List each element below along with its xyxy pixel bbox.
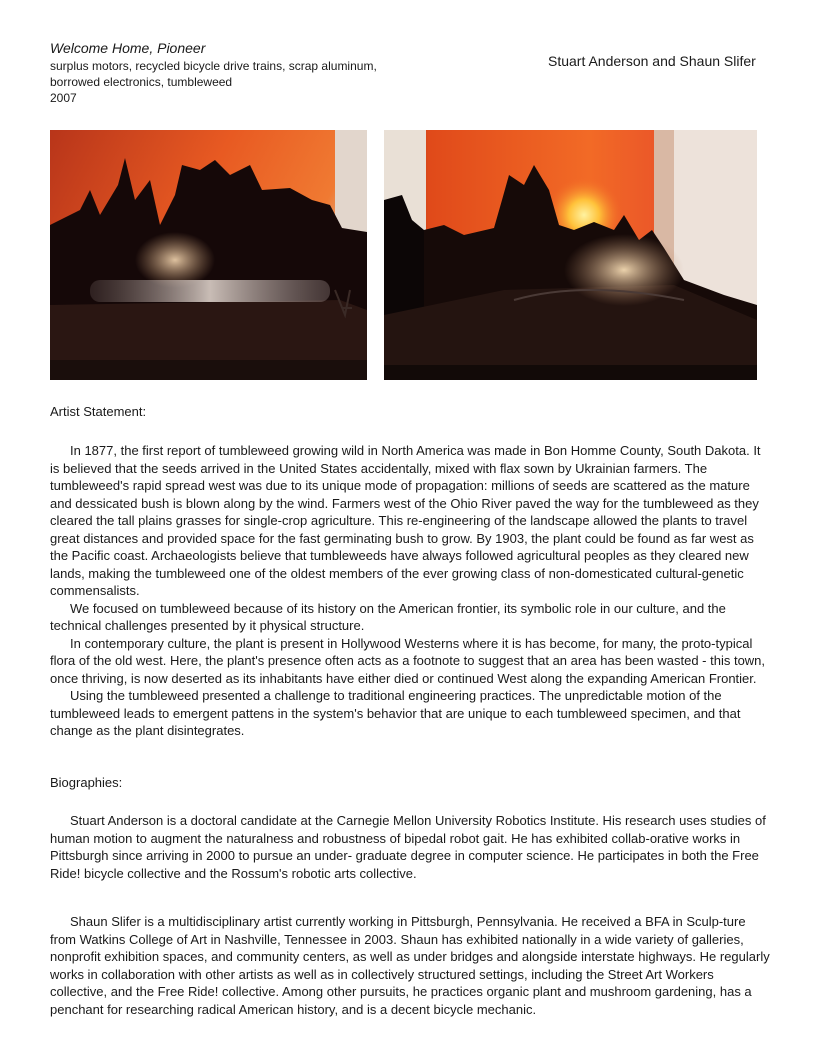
statement-paragraph: Using the tumbleweed presented a challenge to traditional engineering practices. The unpredictable motion of the tumbleweed leads to emergent pattens in the system's behavior that are unique to each tumbleweed specimen, and that change as the plant disintegrates.	[50, 688, 741, 738]
work-title: Welcome Home, Pioneer	[50, 40, 206, 56]
statement-body	[50, 442, 772, 740]
installation-photo-right	[384, 130, 757, 380]
year: 2007	[50, 91, 77, 105]
bio-slifer	[50, 913, 772, 1018]
bio-slifer-text: Shaun Slifer is a multidisciplinary artist currently working in Pittsburgh, Pennsylvania. He received a BFA in Sculp-ture from Watkins College of Art in Nashville, Tennessee in 2003. Shaun has exhibited nationally in a wide variety of galleries, nonprofit exhibition spaces, and community centers, as well as under bridges and alongside interstate highways. He regularly works in collaboration with other artists as well as in collectively structured settings, including the Street Art Workers collective, and the Free Ride! collective. Among other pursuits, he practices organic plant and mushroom gardening, has a penchant for researching radical American history, and is a decent bicycle mechanic.	[50, 914, 770, 1017]
statement-paragraph: We focused on tumbleweed because of its history on the American frontier, its symbolic role in our culture, and the technical challenges presented by it physical structure.	[50, 600, 726, 633]
statement-paragraph: In 1877, the first report of tumbleweed growing wild in North America was made in Bon Homme County, South Dakota. It is believed that the seeds arrived in the United States accidentally, mixed with flax sown by Ukrainian farmers. The tumbleweed's rapid spread west was due to its unique mode of propagation: millions of seeds are scattered as the mature and dessicated bush is blown along by the wind. Farmers west of the Ohio River paved the way for the tumbleweed as they cleared the tall plains grasses for single-crop agriculture. This re-engineering of the landscape allowed the plants to travel great distances and provided space for the fast germinating bush to grow. By 1903, the plant could be found as far west as the Pacific coast. Archaeologists believe that tumbleweeds have always followed agricultural peoples as they cleared new lands, making the tumbleweed one of the oldest members of the ever growing class of non-domesticated cultural-genetic commensalists.	[50, 443, 761, 598]
bio-anderson-text: Stuart Anderson is a doctoral candidate at the Carnegie Mellon University Robotics Institute. His research uses studies of human motion to augment the naturalness and robustness of bipedal robot gait. He has exhibited collab-orative works in Pittsburgh since arriving in 2000 to pursue an under- graduate degree in computer science. He participates in both the Free Ride! bicycle collective and the Rossum's robotic arts collective.	[50, 813, 766, 881]
statement-heading: Artist Statement:	[50, 404, 147, 419]
materials-line-1: surplus motors, recycled bicycle drive trains, scrap aluminum,	[50, 59, 377, 73]
materials-line-2: borrowed electronics, tumbleweed	[50, 75, 233, 89]
artists-names: Stuart Anderson and Shaun Slifer	[548, 53, 756, 69]
statement-paragraph: In contemporary culture, the plant is present in Hollywood Westerns where it is has become, for many, the proto-typical flora of the old west. Here, the plant's presence often acts as a footnote to suggest that an area has been wasted - this town, once thriving, is now deserted as its inhabitants have either died or continued West along the expanding American Frontier.	[50, 635, 766, 686]
installation-photo-left	[50, 130, 367, 380]
bio-anderson	[50, 812, 772, 882]
biographies-heading: Biographies:	[50, 775, 123, 790]
